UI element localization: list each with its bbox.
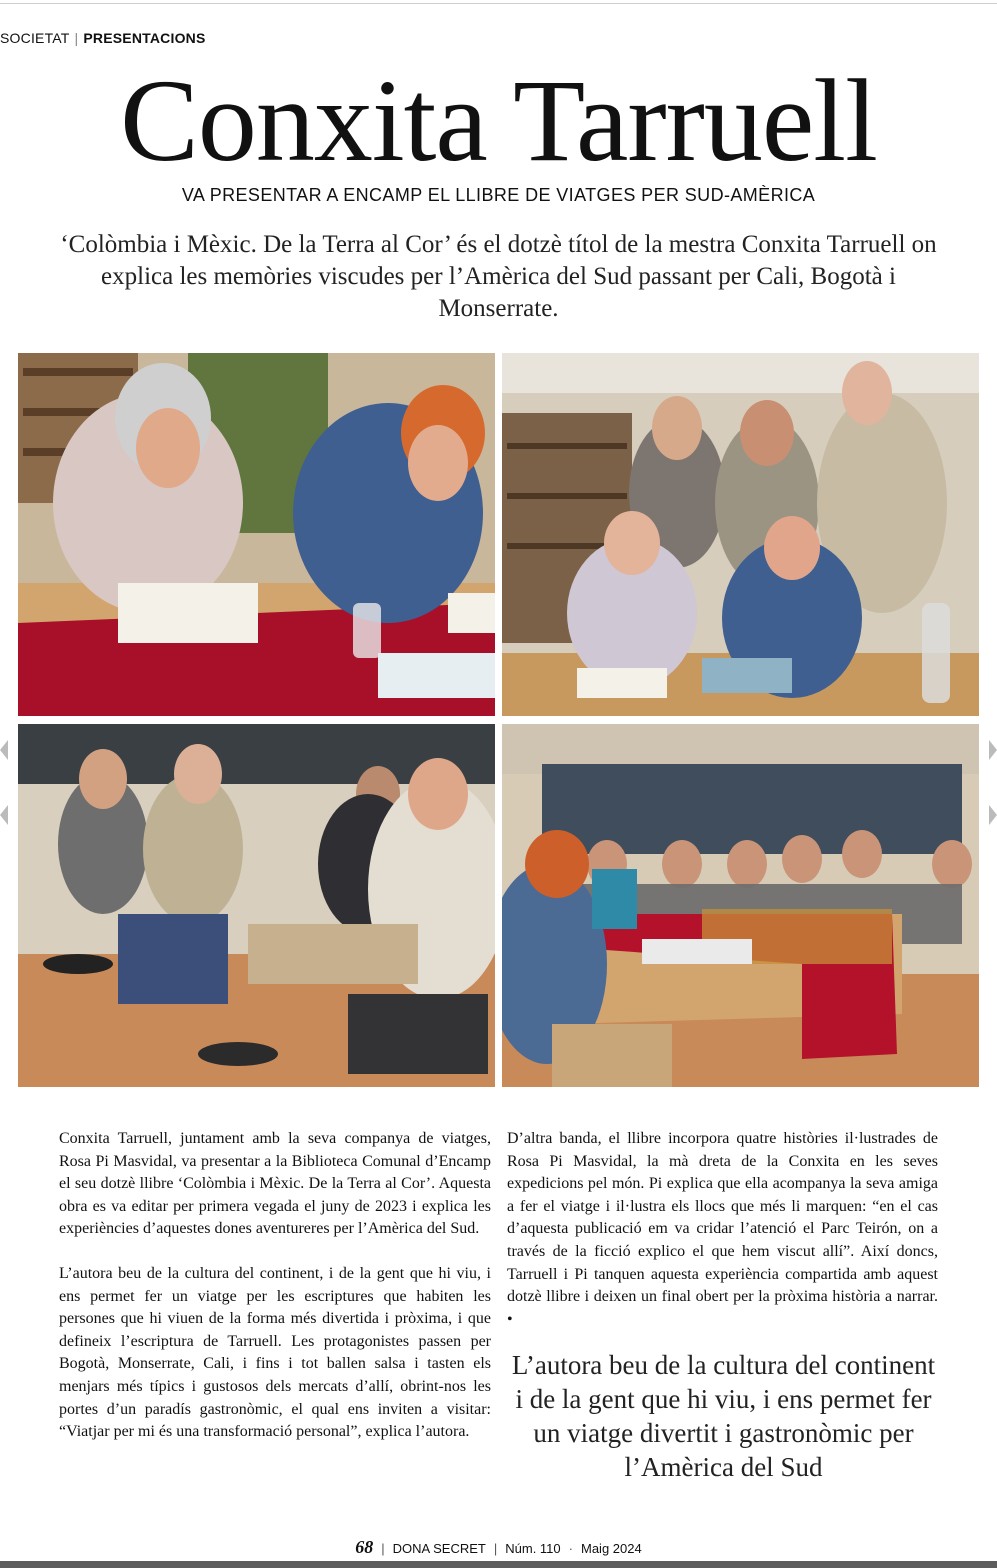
next-page-arrow-bottom[interactable] bbox=[989, 805, 997, 825]
magazine-name: DONA SECRET bbox=[392, 1541, 486, 1556]
photo-signing-books bbox=[18, 353, 495, 716]
next-page-arrow-top[interactable] bbox=[989, 740, 997, 760]
issue-number: Núm. 110 bbox=[505, 1541, 561, 1556]
footer-dot: · bbox=[568, 1541, 573, 1556]
subheadline: VA PRESENTAR A ENCAMP EL LLIBRE DE VIATGES PER SUD-AMÈRICA bbox=[181, 185, 816, 205]
top-rule bbox=[0, 3, 997, 4]
photo-audience bbox=[18, 724, 495, 1087]
body-paragraph: Conxita Tarruell, juntament amb la seva companya de viatges, Rosa Pi Masvidal, va presentar a la Biblioteca Comunal d’Encamp el seu dotzè llibre ‘Colòmbia i Mèxic. De la Terra al Cor’. Aquesta obra es va editar per primera vegada el juny de 2023 i explica les experiències d’aquestes dones aventureres per l’Amèrica del Sud. bbox=[59, 1130, 491, 1238]
page-footer bbox=[0, 1537, 997, 1558]
page-number: 68 bbox=[355, 1537, 374, 1557]
issue-date: Maig 2024 bbox=[581, 1541, 642, 1556]
body-paragraph: L’autora beu de la cultura del continent, i de la gent que hi viu, i ens permet fer un viatge per les escriptures que habiten les persones que hi viuen de la forma més divertida i pròxima, i que defineix l’escriptura de Tarruell. Les protagonistes passen per Bogotà, Monserrate, Cali, i fins i tot ballen salsa i tasten els menjars més típics i gustosos dels mercats d’allí, obrint-nos les portes d’un paradís gastronòmic, el qual ens inviten a visitar: “Viatjar per mi és una transformació personal”, explica l’autora. bbox=[59, 1264, 491, 1441]
section-label bbox=[0, 30, 206, 46]
deck: ‘Colòmbia i Mèxic. De la Terra al Cor’ és el dotzè títol de la mestra Conxita Tarruell on explica les memòries viscudes per l’Amèrica del Sud passant per Cali, Bogotà i Monserrate. bbox=[60, 231, 937, 322]
section-category: SOCIETAT bbox=[0, 30, 70, 46]
prev-page-arrow-top[interactable] bbox=[0, 740, 8, 760]
pull-quote: L’autora beu de la cultura del continent i de la gent que hi viu, i ens permet fer un viatge divertit i gastronòmic per l’Amèrica del Sud bbox=[511, 1350, 936, 1482]
prev-page-arrow-bottom[interactable] bbox=[0, 805, 8, 825]
section-subcategory: PRESENTACIONS bbox=[83, 30, 206, 46]
section-separator: | bbox=[74, 30, 79, 46]
body-column-left bbox=[59, 1128, 491, 1466]
body-column-right bbox=[507, 1128, 938, 1353]
photo-group-portrait bbox=[502, 353, 979, 716]
bottom-rule bbox=[0, 1561, 997, 1568]
footer-separator: | bbox=[493, 1541, 498, 1556]
body-paragraph: D’altra banda, el llibre incorpora quatre històries il·lustrades de Rosa Pi Masvidal, la mà dreta de la Conxita en les seves expedicions pel món. Pi explica que ella acompanya la seva amiga a fer el viatge i il·lustra els llocs que més li marquen: “en el cas d’aquesta publicació em va cridar l’atenció el Parc Teirón, on a través de la ficció explico el que hem viscut allí”. Així doncs, Tarruell i Pi tanquen aquesta experiència compartida amb aquest dotzè llibre i deixen un final obert per la pròxima història a narrar. • bbox=[507, 1130, 938, 1328]
footer-separator: | bbox=[381, 1541, 385, 1556]
photo-presentation-room bbox=[502, 724, 979, 1087]
headline: Conxita Tarruell bbox=[120, 55, 877, 186]
